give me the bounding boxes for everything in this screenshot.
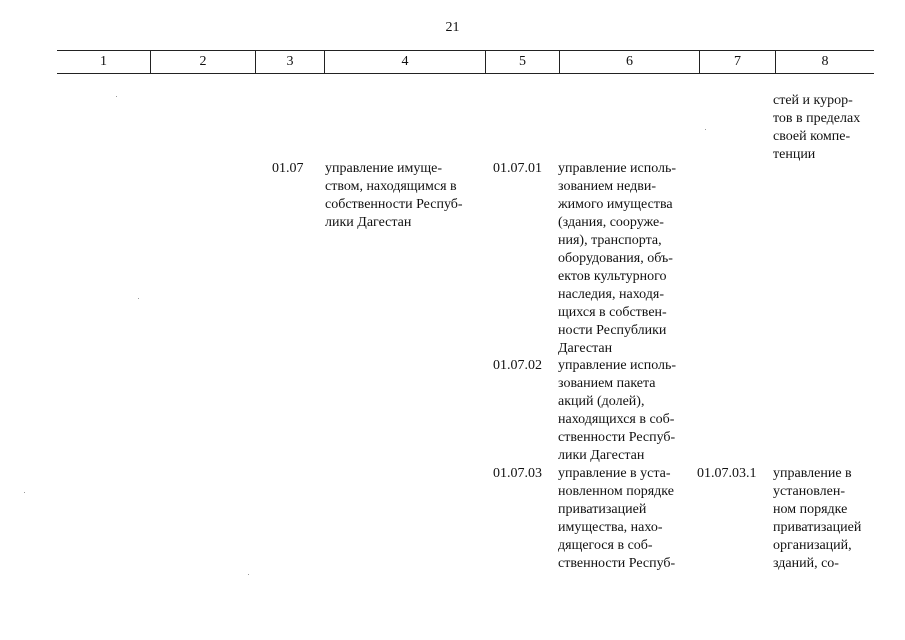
scan-speck	[116, 96, 117, 97]
header-col-6: 6	[559, 51, 699, 73]
page-number: 21	[445, 20, 460, 35]
header-col-8: 8	[775, 51, 874, 73]
row-01-07-03-code: 01.07.03	[493, 466, 542, 481]
header-col-4: 4	[324, 51, 485, 73]
scan-speck	[248, 574, 249, 575]
row-01-07-code: 01.07	[272, 161, 304, 176]
row-01-07-03-1-text: управление в установлен- ном порядке приватизацией организаций, зданий, со-	[773, 466, 862, 571]
header-col-3: 3	[255, 51, 324, 73]
row-01-07-02-code: 01.07.02	[493, 358, 542, 373]
header-col-5: 5	[485, 51, 559, 73]
scan-speck	[705, 129, 706, 130]
row-01-07-03-text: управление в уста- новленном порядке приватизацией имущества, нахо- дящегося в соб- ственности Респуб-	[558, 466, 676, 571]
row-01-07-02-text: управление исполь- зованием пакета акций (долей), находящихся в соб- ственности Респуб- лики Дагестан	[558, 358, 677, 463]
header-col-2: 2	[150, 51, 255, 73]
header-col-1: 1	[100, 54, 107, 69]
col8-continuation-text: стей и курор- тов в пределах своей компе- тенции	[773, 93, 861, 162]
row-01-07-03-1-code: 01.07.03.1	[697, 466, 757, 481]
row-01-07-01-code: 01.07.01	[493, 161, 542, 176]
scan-speck	[24, 492, 25, 493]
row-01-07-01-text: управление исполь- зованием недви- жимого имущества (здания, сооруже- ния), транспорта, оборудования, объ- ектов культурного наследия, находя- щихся в собствен- ности Республики Дагестан	[558, 161, 677, 356]
scan-speck	[138, 298, 139, 299]
table-header-row	[57, 50, 874, 74]
header-col-7: 7	[699, 51, 775, 73]
row-01-07-text: управление имуще- ством, находящимся в собственности Респуб- лики Дагестан	[325, 161, 463, 230]
